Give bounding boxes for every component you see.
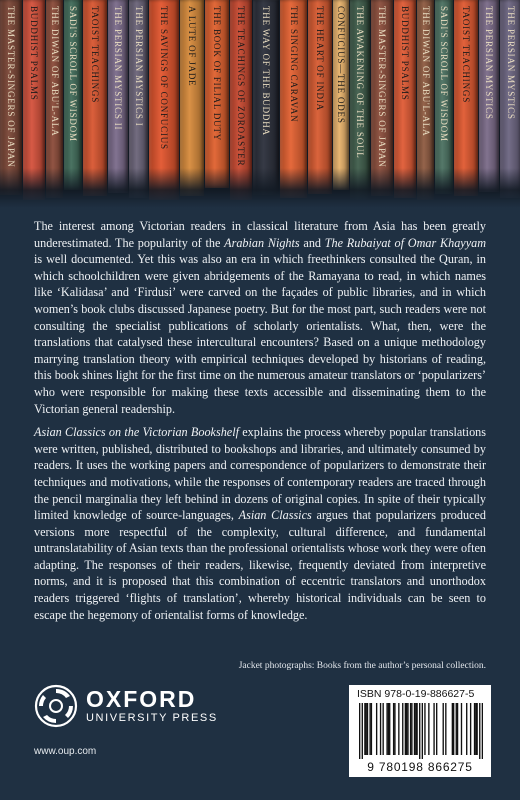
book-spine-title: THE MASTER-SINGERS OF JAPAN xyxy=(377,6,387,168)
barcode-bar xyxy=(466,703,467,755)
book-spine-title: THE MASTER-SINGERS OF JAPAN xyxy=(6,6,16,168)
blurb-p2-text-a: explains the process whereby popular translations were written, published, distributed to bookshops and libraries, and ultimately consumed by readers. It uses the working papers and correspondence of popularizers to demonstrate their techniques and motivations, while the responses of contemporary readers are traced through the pencil marginalia they left behind in dozens of original copies. In spite of their typically limited knowledge of source-languages, xyxy=(34,425,486,523)
book-spine xyxy=(205,0,229,188)
blurb-text xyxy=(34,218,486,630)
barcode-bar xyxy=(411,703,412,755)
book-spine xyxy=(333,0,349,190)
title-rubaiyat: The Rubaiyat of Omar Khayyam xyxy=(324,235,486,250)
barcode-bar xyxy=(482,703,483,759)
book-spine xyxy=(0,0,22,195)
barcode-bar xyxy=(410,703,411,755)
isbn-barcode-box xyxy=(349,685,491,777)
isbn-label: ISBN 978-0-19-886627-5 xyxy=(357,688,475,700)
barcode-bar xyxy=(364,703,365,755)
book-spine xyxy=(371,0,393,196)
blurb-p1-text-c: is well documented. Yet this was also an era in which freethinkers consulted the Quran, in which schoolchildren were given abridgements of the Ramayana to read, in which names like ‘Kalidasa’ and ‘Firdusi’ were carved on the façades of public libraries, and in which women’s book clubs discussed Japanese poetry. But for the most part, such readers were not consulting the specialist publications of scholarly orientalists. What, then, were the translations that catalysed these intercultural encounters? Based on a unique methodology marrying translation theory with empirical techniques developed by historians of reading, this book shines light for the first time on the numerous amateur translators or ‘popularizers’ who were responsible for making these texts accessible and disseminating them to the Victorian general readership. xyxy=(34,252,486,416)
book-spine-title: THE WAY OF THE BUDDHA xyxy=(261,6,271,136)
barcode-bar xyxy=(405,703,406,755)
barcode-bar xyxy=(407,703,408,755)
book-spine xyxy=(479,0,499,192)
oup-roundel-icon xyxy=(34,684,78,728)
book-spine-title: TAOIST TEACHINGS xyxy=(461,6,471,103)
barcode-bar xyxy=(366,703,367,755)
barcode-bar xyxy=(382,703,383,755)
book-spine xyxy=(253,0,279,195)
book-spine-title: SADI'S SCROLL OF WISDOM xyxy=(439,6,449,142)
book-spine-title: CONFUCIUS—THE ODES xyxy=(336,6,346,124)
barcode xyxy=(359,703,483,759)
shelf-shadow xyxy=(0,168,520,208)
book-spine-title: THE DIWAN OF ABU'L-ALA xyxy=(420,6,431,137)
barcode-bar xyxy=(362,703,363,759)
book-spine-title: THE PERSIAN MYSTICS I xyxy=(133,6,144,127)
book-spine xyxy=(83,0,107,196)
barcode-bar xyxy=(453,703,454,755)
book-spine-title: THE SAVINGS OF CONFUCIUS xyxy=(159,6,169,150)
book-spine xyxy=(64,0,82,190)
book-spine-title: THE DIWAN OF ABU'L-ALA xyxy=(49,6,60,137)
blurb-p1-text-b: and xyxy=(299,235,325,250)
barcode-bar xyxy=(443,703,444,755)
barcode-bar xyxy=(445,703,446,755)
oxford-logo xyxy=(34,684,218,728)
publisher-name: OXFORD xyxy=(86,686,197,712)
barcode-bar xyxy=(369,703,370,755)
book-spine-title: THE TEACHINGS OF ZOROASTER xyxy=(236,6,246,167)
barcode-bar xyxy=(415,703,416,755)
barcode-bar xyxy=(398,703,399,755)
book-spine-title: THE PERSIAN MYSTICS xyxy=(506,6,516,120)
barcode-bar xyxy=(476,703,477,755)
book-spine-title: THE AWAKENING OF THE SOUL xyxy=(355,6,365,159)
barcode-bar xyxy=(402,703,403,755)
barcode-bar xyxy=(452,703,453,755)
blurb-p2-text-b: argues that popularizers produced versions more respectful of the complexity, cultural difference, and fundamental untranslatability of Asian texts than the professional orientalists whose work they were often adapting. The responses of their readers, likewise, frequently deviated from interpretive norms, and it is proposed that this combination of eccentric translators and unorthodox readers triggered ‘flights of translation’, whereby historical individuals can be seen to escape the hegemony of orientalist forms of knowledge. xyxy=(34,508,486,622)
book-spine-title: THE BOOK OF FILIAL DUTY xyxy=(212,6,222,142)
publisher-subname: UNIVERSITY PRESS xyxy=(86,712,218,724)
barcode-bar xyxy=(461,703,462,755)
barcode-bar xyxy=(457,703,458,755)
book-spine-title: THE SINGING CARAVAN xyxy=(288,6,299,123)
blurb-p1-text-a: The interest among Victorian readers in classical literature from Asia has been greatly underestimated. The popularity of the xyxy=(34,219,486,250)
book-spine-title: A LUTE OF JADE xyxy=(187,6,197,87)
book-spine-title: THE HEART OF INDIA xyxy=(315,6,325,111)
photo-credit: Jacket photographs: Books from the author’s personal collection. xyxy=(238,661,486,671)
book-spine xyxy=(108,0,128,193)
book-spine-title: BUDDHIST PSALMS xyxy=(400,6,410,101)
barcode-bar xyxy=(456,703,457,755)
book-spine-title: THE PERSIAN MYSTICS xyxy=(484,6,494,120)
barcode-bar xyxy=(406,703,407,755)
book-spine-title: THE PERSIAN MYSTICS II xyxy=(113,6,123,131)
barcode-bar xyxy=(416,703,417,755)
barcode-bar xyxy=(388,703,389,755)
blurb-paragraph-2 xyxy=(34,424,486,623)
barcode-bar xyxy=(359,703,360,759)
barcode-bar xyxy=(394,703,395,755)
title-asian-classics: Asian Classics xyxy=(238,508,312,523)
barcode-bar xyxy=(470,703,471,755)
barcode-bar xyxy=(389,703,390,755)
blurb-paragraph-1 xyxy=(34,218,486,417)
barcode-bar xyxy=(386,703,387,755)
book-spine xyxy=(308,0,332,194)
barcode-bar xyxy=(433,703,434,755)
barcode-bar xyxy=(419,703,420,759)
barcode-bar xyxy=(422,703,423,759)
book-spine-title: BUDDHIST PSALMS xyxy=(29,6,39,101)
barcode-bar xyxy=(436,703,437,755)
barcode-bar xyxy=(414,703,415,755)
publisher-website: www.oup.com xyxy=(34,746,97,757)
barcode-number: 9 780198 866275 xyxy=(367,760,473,774)
barcode-bar xyxy=(376,703,377,755)
barcode-bar xyxy=(393,703,394,755)
barcode-bar xyxy=(479,703,480,759)
book-spine xyxy=(435,0,453,194)
title-book: Asian Classics on the Victorian Bookshelf xyxy=(34,425,239,440)
book-spine xyxy=(180,0,204,196)
barcode-bar xyxy=(380,703,381,755)
barcode-bar xyxy=(371,703,372,755)
title-arabian-nights: Arabian Nights xyxy=(224,235,300,250)
barcode-bar xyxy=(428,703,429,755)
book-spine-title: SADI'S SCROLL OF WISDOM xyxy=(68,6,78,142)
barcode-bar xyxy=(367,703,368,755)
barcode-bar xyxy=(424,703,425,755)
barcode-bar xyxy=(475,703,476,755)
barcode-bar xyxy=(474,703,475,755)
book-spine-title: TAOIST TEACHINGS xyxy=(90,6,100,103)
book-spine xyxy=(454,0,478,196)
